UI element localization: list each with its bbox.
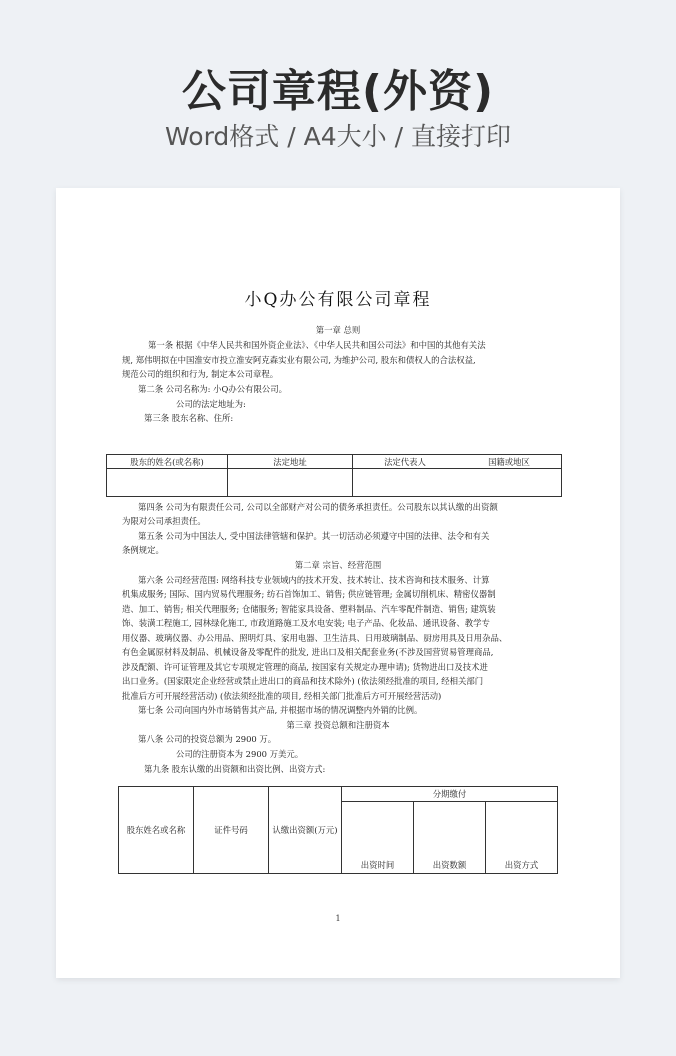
legal-address-label: 公司的法定地址为: bbox=[176, 399, 246, 409]
chapter-1-heading: 第一章 总则 bbox=[315, 325, 361, 335]
article-6-line-5: 用仪器、玻璃仪器、办公用品、照明灯具、家用电器、卫生洁具、日用玻璃制品、厨房用具及日用杂品、 bbox=[122, 633, 508, 643]
registered-capital: 公司的注册资本为 2900 万美元。 bbox=[176, 749, 304, 759]
table-cell bbox=[228, 469, 353, 497]
article-7: 第七条 公司向国内外市场销售其产品, 并根据市场的情况调整内外销的比例。 bbox=[138, 705, 423, 715]
article-2: 第二条 公司名称为: 小Q办公有限公司。 bbox=[138, 384, 288, 394]
article-6-line-9: 批准后方可开展经营活动) (依法须经批准的项目, 经相关部门批准后方可开展经营活动) bbox=[122, 691, 442, 701]
chapter-3-heading: 第三章 投资总额和注册资本 bbox=[286, 720, 390, 730]
table-cell bbox=[353, 469, 562, 497]
article-1-line-3: 规范公司的组织和行为, 制定本公司章程。 bbox=[122, 369, 279, 379]
table-header: 分期缴付 bbox=[342, 787, 558, 802]
article-6-line-1: 第六条 公司经营范围: 网络科技专业领域内的技术开发、技术转让、技术咨询和技术服务、计算 bbox=[138, 575, 490, 585]
banner-subtitle: Word格式 / A4大小 / 直接打印 bbox=[165, 122, 511, 151]
table-header: 国籍或地区 bbox=[457, 455, 562, 469]
table-header: 出资数额 bbox=[414, 802, 486, 874]
table-header: 法定地址 bbox=[228, 455, 353, 469]
article-3: 第三条 股东名称、住所: bbox=[144, 413, 234, 423]
shareholder-table bbox=[106, 454, 562, 497]
article-5-line-1: 第五条 公司为中国法人, 受中国法律管辖和保护。其一切活动必须遵守中国的法律、法令和有关 bbox=[138, 531, 490, 541]
article-1-line-1: 第一条 根据《中华人民共和国外资企业法》、《中华人民共和国公司法》和中国的其他有关法 bbox=[148, 340, 486, 350]
article-6-line-3: 造、加工、销售; 相关代理服务; 仓储服务; 智能家具设备、塑料制品、汽车零配件制造、销售; 建筑装 bbox=[122, 604, 496, 614]
table-header: 股东姓名或名称 bbox=[119, 787, 194, 874]
document-page bbox=[56, 188, 620, 978]
table-header: 股东的姓名(或名称) bbox=[107, 455, 228, 469]
article-5-line-2: 条例规定。 bbox=[122, 545, 164, 555]
table-cell bbox=[107, 469, 228, 497]
table-header: 法定代表人 bbox=[353, 455, 458, 469]
article-6-line-6: 有色金属原材料及制品、机械设备及零配件的批发, 进出口及相关配套业务(不涉及国营贸易管理商品, bbox=[122, 647, 494, 657]
table-header: 认缴出资额(万元) bbox=[269, 787, 342, 874]
article-4-line-2: 为限对公司承担责任。 bbox=[122, 516, 206, 526]
table-header: 出资方式 bbox=[486, 802, 558, 874]
article-8: 第八条 公司的投资总额为 2900 万。 bbox=[138, 734, 277, 744]
article-6-line-4: 饰、装潢工程施工, 园林绿化施工, 市政道路施工及水电安装; 电子产品、化妆品、通讯设备、教学专 bbox=[122, 618, 490, 628]
contribution-table bbox=[118, 786, 558, 874]
page-number: 1 bbox=[335, 914, 341, 923]
chapter-2-heading: 第二章 宗旨、经营范围 bbox=[294, 560, 382, 570]
article-6-line-8: 出口业务。(国家限定企业经营或禁止进出口的商品和技术除外) (依法须经批准的项目, 经相关部门 bbox=[122, 676, 484, 686]
table-header: 证件号码 bbox=[194, 787, 269, 874]
article-6-line-7: 涉及配额、许可证管理及其它专项规定管理的商品, 按国家有关规定办理申请); 货物进出口及技术进 bbox=[122, 662, 488, 672]
article-4-line-1: 第四条 公司为有限责任公司, 公司以全部财产对公司的债务承担责任。公司股东以其认缴的出资额 bbox=[138, 502, 498, 512]
document-title: 小Q办公有限公司章程 bbox=[244, 290, 432, 310]
banner-title: 公司章程(外资) bbox=[181, 66, 495, 117]
article-9: 第九条 股东认缴的出资额和出资比例、出资方式: bbox=[144, 764, 326, 774]
table-header: 出资时间 bbox=[342, 802, 414, 874]
article-1-line-2: 规, 郑伟明拟在中国淮安市投立淮安阿克森实业有限公司, 为维护公司, 股东和债权人的合法权益, bbox=[122, 355, 476, 365]
article-6-line-2: 机集成服务; 国际、国内贸易代理服务; 纺石首饰加工、销售; 供应链管理; 金属切削机床、精密仪器制 bbox=[122, 589, 496, 599]
